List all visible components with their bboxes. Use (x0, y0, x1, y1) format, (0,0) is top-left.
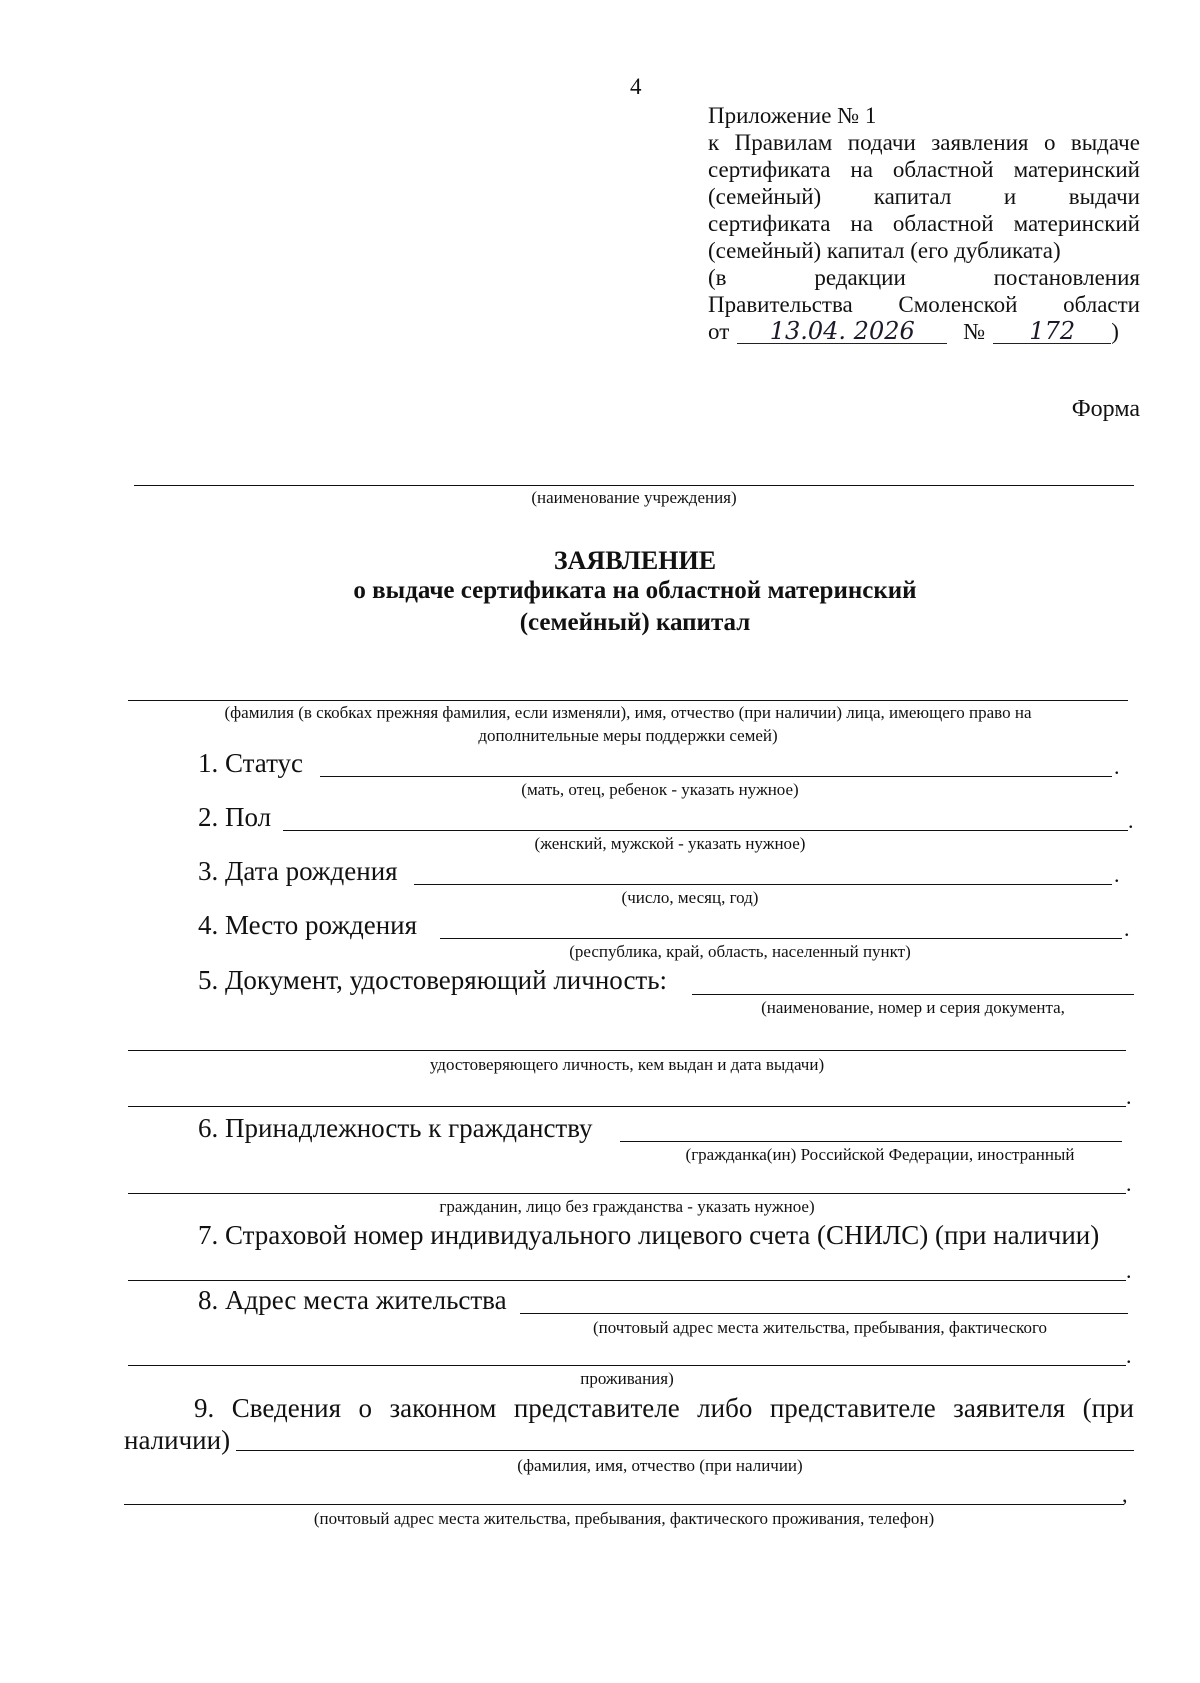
appendix-line-4 (708, 183, 1140, 210)
appendix-date-line (708, 318, 1140, 345)
appendix-word: выдачи (1068, 184, 1140, 209)
appendix-word: Правилам (734, 130, 833, 155)
appendix-word: и (1003, 184, 1017, 209)
appendix-word: капитал (873, 184, 952, 209)
applicant-caption-2: дополнительные меры поддержки семей) (478, 726, 778, 745)
field-birthplace-line[interactable] (440, 938, 1122, 939)
appendix-line-2 (708, 129, 1140, 156)
field-birthdate-line[interactable] (414, 884, 1112, 885)
appendix-word: заявления (931, 130, 1029, 155)
appendix-word: редакции (814, 265, 906, 290)
field-id-doc-line[interactable] (692, 994, 1134, 995)
institution-caption: (наименование учреждения) (531, 488, 737, 507)
period: . (1124, 916, 1130, 941)
field-birthdate-label: 3. Дата рождения (198, 856, 398, 886)
field-id-doc-line-2[interactable] (128, 1050, 1126, 1051)
appendix-word: областной (892, 211, 994, 236)
field-birthplace-label: 4. Место рождения (198, 910, 418, 940)
appendix-word: материнский (1013, 157, 1140, 182)
field-sex-line[interactable] (283, 830, 1128, 831)
appendix-word: (в (708, 265, 727, 290)
field-representative-caption-2: (почтовый адрес места жительства, пребывания, фактического проживания, телефон) (313, 1509, 935, 1528)
number-sign: № (963, 319, 986, 344)
document-subtitle-1: о выдаче сертификата на областной материнский (353, 577, 917, 604)
appendix-word: на (850, 211, 873, 236)
handwritten-number: 172 (993, 319, 1111, 344)
appendix-word: Правительства (708, 292, 853, 317)
applicant-name-line[interactable] (128, 700, 1128, 701)
field-address-label: 8. Адрес места жительства (198, 1285, 507, 1315)
period: . (1126, 1343, 1132, 1368)
field-citizenship-line-2[interactable] (128, 1193, 1126, 1194)
field-birthplace-caption: (республика, край, область, населенный пункт) (569, 942, 911, 961)
appendix-word: подачи (847, 130, 916, 155)
appendix-word: к (708, 130, 720, 155)
field-address-line[interactable] (520, 1313, 1128, 1314)
forma-label: Форма (1071, 396, 1140, 422)
field-address-caption-1: (почтовый адрес места жительства, пребывания, фактического (592, 1318, 1048, 1337)
appendix-word: на (850, 157, 873, 182)
field-citizenship-caption-2: гражданин, лицо без гражданства - указать нужное) (439, 1197, 815, 1216)
appendix-word: областной (892, 157, 994, 182)
document-subtitle-2: (семейный) капитал (519, 609, 751, 636)
appendix-word: сертификата (708, 211, 831, 236)
field-representative-text: 9. Сведения о законном представителе либо представителе заявителя (при наличии) (124, 1393, 1134, 1455)
field-address-line-2[interactable] (128, 1365, 1126, 1366)
field-representative-line-2[interactable] (124, 1504, 1124, 1505)
period: . (1114, 754, 1120, 779)
field-address-caption-2: проживания) (580, 1369, 674, 1388)
period: . (1126, 1258, 1132, 1283)
field-citizenship-caption-1: (гражданка(ин) Российской Федерации, иностранный (685, 1145, 1075, 1164)
field-id-doc-label: 5. Документ, удостоверяющий личность: (198, 965, 668, 995)
field-birthdate-caption: (число, месяц, год) (621, 888, 759, 907)
field-status-caption: (мать, отец, ребенок - указать нужное) (521, 780, 799, 799)
field-citizenship-label: 6. Принадлежность к гражданству (198, 1113, 593, 1143)
appendix-word: материнский (1013, 211, 1140, 236)
period: . (1114, 862, 1120, 887)
field-snils-label: 7. Страховой номер индивидуального лицевого счета (СНИЛС) (при наличии) (198, 1220, 1100, 1250)
field-id-doc-caption-2: удостоверяющего личность, кем выдан и дата выдачи) (429, 1055, 825, 1074)
appendix-line-1: Приложение № 1 (708, 103, 877, 128)
close-paren: ) (1111, 319, 1119, 344)
field-snils-line[interactable] (128, 1280, 1126, 1281)
appendix-line-6: (семейный) капитал (его дубликата) (708, 238, 1061, 263)
field-id-doc-line-3[interactable] (128, 1106, 1126, 1107)
appendix-word: Смоленской (898, 292, 1018, 317)
institution-line[interactable] (134, 485, 1134, 486)
field-status-line[interactable] (320, 776, 1112, 777)
appendix-word: постановления (993, 265, 1140, 290)
field-id-doc-caption-1: (наименование, номер и серия документа, (761, 998, 1065, 1017)
appendix-word: о (1043, 130, 1056, 155)
appendix-block (708, 102, 1140, 345)
page-number: 4 (630, 74, 642, 99)
field-sex-label: 2. Пол (198, 802, 272, 832)
field-representative-caption-1: (фамилия, имя, отчество (при наличии) (517, 1456, 803, 1475)
period: . (1128, 808, 1134, 833)
appendix-line-5 (708, 210, 1140, 237)
field-status-label: 1. Статус (198, 748, 303, 778)
period: . (1126, 1084, 1132, 1109)
comma: , (1122, 1482, 1128, 1507)
appendix-word: выдаче (1070, 130, 1140, 155)
handwritten-date: 13.04. 2026 (737, 319, 947, 344)
document-title: ЗАЯВЛЕНИЕ (553, 546, 717, 575)
appendix-word: (семейный) (708, 184, 822, 209)
appendix-line-7 (708, 264, 1140, 291)
appendix-line-3 (708, 156, 1140, 183)
field-sex-caption: (женский, мужской - указать нужное) (534, 834, 806, 853)
applicant-caption-1: (фамилия (в скобках прежняя фамилия, если изменяли), имя, отчество (при наличии) лица, имеющего право на (224, 703, 1032, 722)
appendix-word: области (1063, 292, 1140, 317)
field-citizenship-line[interactable] (620, 1141, 1122, 1142)
appendix-word: сертификата (708, 157, 831, 182)
appendix-line-8 (708, 291, 1140, 318)
from-prefix: от (708, 319, 730, 344)
field-representative-line[interactable] (236, 1450, 1134, 1451)
period: . (1126, 1171, 1132, 1196)
